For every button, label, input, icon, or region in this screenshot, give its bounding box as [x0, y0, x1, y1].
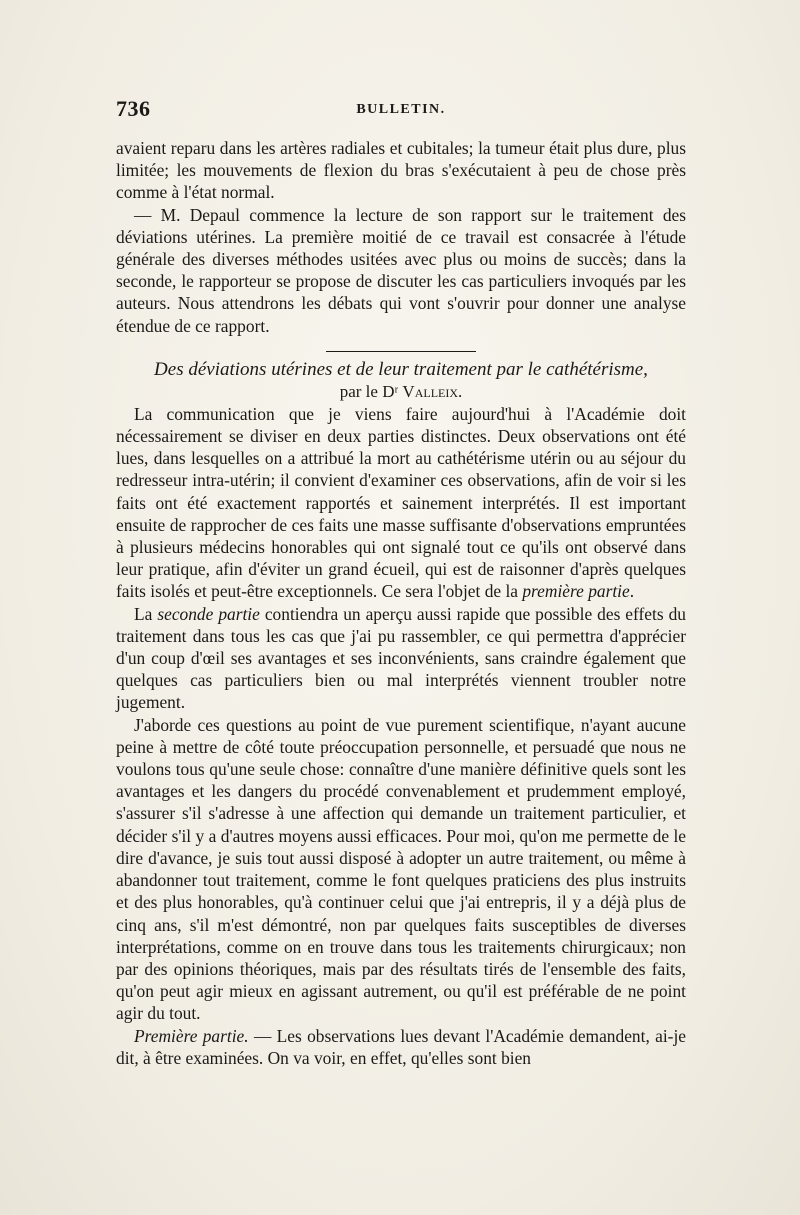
paragraph-communication-text: La communication que je viens faire aujourd'hui à l'Académie doit nécessairement se diviser en deux parties distinctes. Deux observations ont été lues, dans lesquelles on a attribué la mort au cathétérisme utérin ou au séjour du redresseur intra-utérin; il convient d'examiner ces observations, afin de voir si les faits ont été exactement rapportés et sainement interprétés. Il est important ensuite de rapprocher de ces faits une masse suffisante d'observations empruntées à plusieurs médecins honorables qui ont signalé tout ce qu'ils ont observé dans leur pratique, afin d'éviter un grand écueil, qui est de raisonner d'après quelques faits isolés et peut-être exceptionnels. Ce sera l'objet de la — [116, 403, 686, 602]
article-title: Des déviations utérines et de leur traitement par le cathétérisme, — [154, 358, 648, 380]
paragraph-first-part-heading — [116, 1025, 686, 1069]
first-part-heading: Première partie. — [134, 1025, 249, 1046]
paragraph-tumor-report: avaient reparu dans les artères radiales et cubitales; la tumeur était plus dure, plus limitée; les mouvements de flexion du bras s'exécutaient à peu de chose près comme à l'état normal. — [116, 138, 686, 203]
paragraph-first-part-text: — Les observations lues devant l'Académie demandent, ai-je dit, à être examinées. On va voir, en effet, qu'elles sont bien — [116, 1025, 687, 1068]
page-number: 736 — [116, 96, 151, 121]
author-name: Valleix. — [402, 381, 463, 401]
paragraph-communication — [116, 403, 686, 603]
paragraph-communication-end: . — [629, 581, 635, 602]
first-part-emphasis: première partie — [522, 581, 630, 602]
running-title: BULLETIN. — [356, 102, 446, 117]
author-prefix: par le Dʳ — [339, 381, 399, 401]
paragraph-depaul-report: — M. Depaul commence la lecture de son rapport sur le traitement des déviations utérines. La première moitié de ce travail est consacrée à l'étude générale des diverses méthodes usitées avec plus ou moins de succès; dans la seconde, le rapporteur se propose de discuter les cas particuliers invoqués par les auteurs. Nous attendrons les débats qui vont s'ouvrir pour donner une analyse étendue de ce rapport. — [116, 204, 686, 336]
paragraph-second-part-text: contiendra un aperçu aussi rapide que possible des effets du traitement dans tous les cas que j'ai pu rassembler, ce qui permettra d'apprécier d'un coup d'œil ses avantages et ses inconvénients, sans craindre également que quelques cas particuliers bien ou mal interprétés viennent troubler notre jugement. — [116, 603, 686, 713]
second-part-emphasis: seconde partie — [157, 603, 260, 624]
page-header — [116, 96, 686, 126]
paragraph-second-part — [116, 603, 686, 714]
section-divider-rule — [326, 351, 476, 352]
paragraph-approach: J'aborde ces questions au point de vue purement scientifique, n'ayant aucune peine à mettre de côté toute préoccupation personnelle, et persuadé que nous ne voulons tous qu'une seule chose: connaître d'une manière définitive quels sont les avantages et les dangers du procédé convenablement et prudemment employé, s'assurer s'il s'adresse à une affection qui demande un traitement particulier, et décider s'il y a d'autres moyens aussi efficaces. Pour moi, qu'on me permette de le dire d'avance, je suis tout aussi disposé à adopter un autre traitement, ou même à abandonner tout traitement, comme le font quelques praticiens des plus instruits et des plus honorables, qu'à continuer celui que j'ai entrepris, il y a déjà plus de cinq ans, s'il m'est démontré, non par quelques faits susceptibles de diverses interprétations, comme on en trouve dans tous les traitements chirurgicaux; non par des opinions théoriques, mais par des résultats tirés de l'ensemble des faits, qu'on peut agir mieux en agissant autrement, ou qu'il est préférable de ne point agir du tout. — [116, 714, 686, 1024]
article-author — [116, 381, 686, 403]
page-body — [116, 137, 686, 1069]
paragraph-second-part-start: La — [134, 603, 158, 624]
